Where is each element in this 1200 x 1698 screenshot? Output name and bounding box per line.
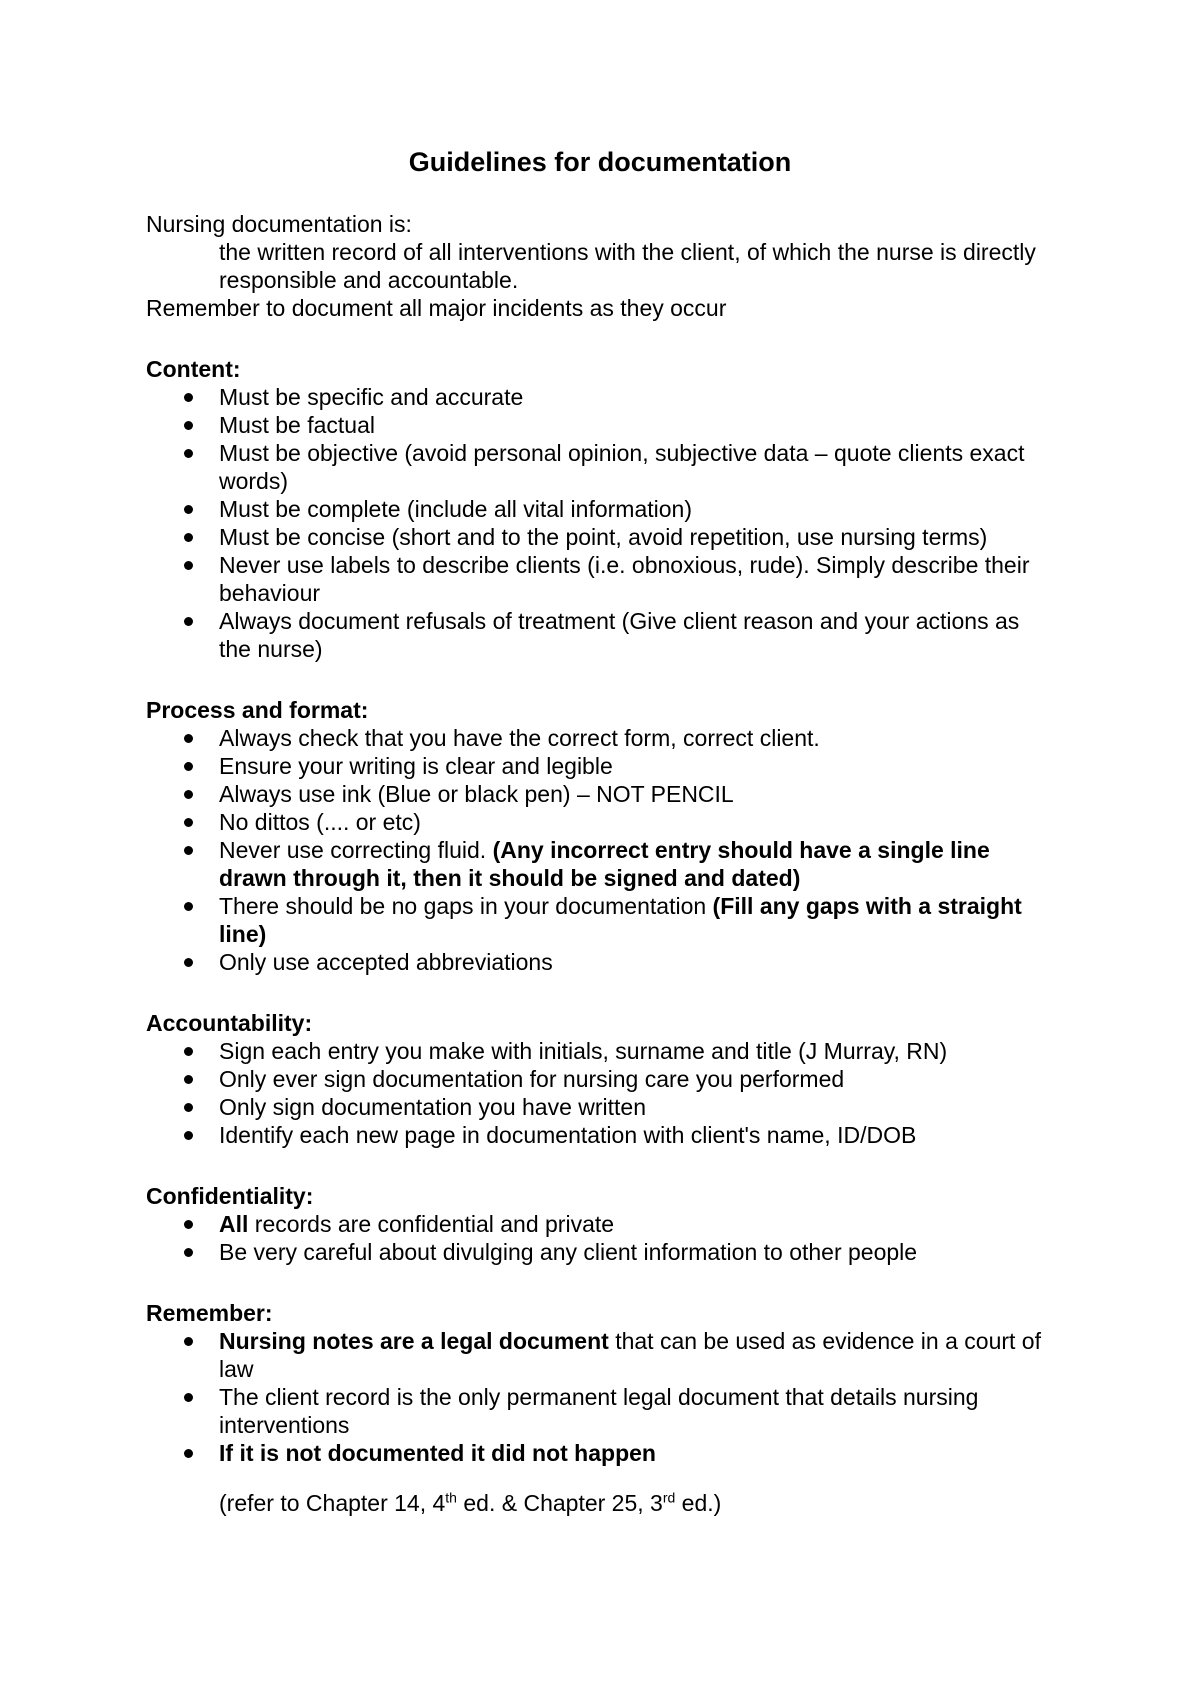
section-heading-accountability: Accountability: [146, 1010, 313, 1036]
bullet-icon [184, 1220, 193, 1229]
list-item: Must be factual [146, 411, 1046, 439]
list-item: Sign each entry you make with initials, surname and title (J Murray, RN) [146, 1037, 1046, 1065]
list-item: Nursing notes are a legal document that can be used as evidence in a court of law [146, 1327, 1046, 1383]
bullet-icon [184, 1131, 193, 1140]
list-item: Only use accepted abbreviations [146, 948, 1046, 976]
bullet-icon [184, 762, 193, 771]
bullet-icon [184, 1103, 193, 1112]
remember-list [146, 1327, 1046, 1467]
list-item: Must be complete (include all vital information) [146, 495, 1046, 523]
page-title: Guidelines for documentation [408, 147, 792, 177]
section-heading-confidentiality: Confidentiality: [146, 1183, 314, 1209]
list-item: Always document refusals of treatment (Give client reason and your actions as the nurse) [146, 607, 1046, 663]
bullet-icon [184, 846, 193, 855]
intro-definition: the written record of all interventions with the client, of which the nurse is directly responsible and accountable. [219, 239, 1036, 293]
accountability-list [146, 1037, 1046, 1149]
section-heading-content: Content: [146, 356, 241, 382]
bullet-icon [184, 958, 193, 967]
list-item: Ensure your writing is clear and legible [146, 752, 1046, 780]
list-item: Only ever sign documentation for nursing care you performed [146, 1065, 1046, 1093]
list-item: Always use ink (Blue or black pen) – NOT PENCIL [146, 780, 1046, 808]
section-heading-remember: Remember: [146, 1300, 273, 1326]
bullet-icon [184, 393, 193, 402]
document-body [146, 210, 1046, 1517]
bullet-icon [184, 1393, 193, 1402]
list-item: Must be objective (avoid personal opinion, subjective data – quote clients exact words) [146, 439, 1046, 495]
list-item: Identify each new page in documentation with client's name, ID/DOB [146, 1121, 1046, 1149]
list-item: Never use correcting fluid. (Any incorrect entry should have a single line drawn through it, then it should be signed and dated) [146, 836, 1046, 892]
list-item: All records are confidential and private [146, 1210, 1046, 1238]
bullet-icon [184, 1248, 193, 1257]
bullet-icon [184, 561, 193, 570]
list-item: There should be no gaps in your documentation (Fill any gaps with a straight line) [146, 892, 1046, 948]
bullet-icon [184, 1047, 193, 1056]
list-item: Must be concise (short and to the point, avoid repetition, use nursing terms) [146, 523, 1046, 551]
bullet-icon [184, 1449, 193, 1458]
list-item: Only sign documentation you have written [146, 1093, 1046, 1121]
list-item: Never use labels to describe clients (i.e. obnoxious, rude). Simply describe their behaviour [146, 551, 1046, 607]
bullet-icon [184, 734, 193, 743]
bullet-icon [184, 617, 193, 626]
intro-lead: Nursing documentation is: [146, 211, 412, 237]
list-item: Always check that you have the correct form, correct client. [146, 724, 1046, 752]
list-item: The client record is the only permanent legal document that details nursing interventions [146, 1383, 1046, 1439]
bullet-icon [184, 818, 193, 827]
bullet-icon [184, 533, 193, 542]
reference-note: (refer to Chapter 14, 4th ed. & Chapter 25, 3rd ed.) [219, 1489, 722, 1516]
list-item: No dittos (.... or etc) [146, 808, 1046, 836]
confidentiality-list [146, 1210, 1046, 1266]
bullet-icon [184, 902, 193, 911]
process-list [146, 724, 1046, 976]
list-item: Must be specific and accurate [146, 383, 1046, 411]
list-item: Be very careful about divulging any client information to other people [146, 1238, 1046, 1266]
content-list [146, 383, 1046, 663]
section-heading-process: Process and format: [146, 697, 369, 723]
bullet-icon [184, 1337, 193, 1346]
list-item: If it is not documented it did not happen [146, 1439, 1046, 1467]
bullet-icon [184, 421, 193, 430]
bullet-icon [184, 790, 193, 799]
bullet-icon [184, 1075, 193, 1084]
bullet-icon [184, 449, 193, 458]
bullet-icon [184, 505, 193, 514]
intro-reminder: Remember to document all major incidents as they occur [146, 295, 727, 321]
